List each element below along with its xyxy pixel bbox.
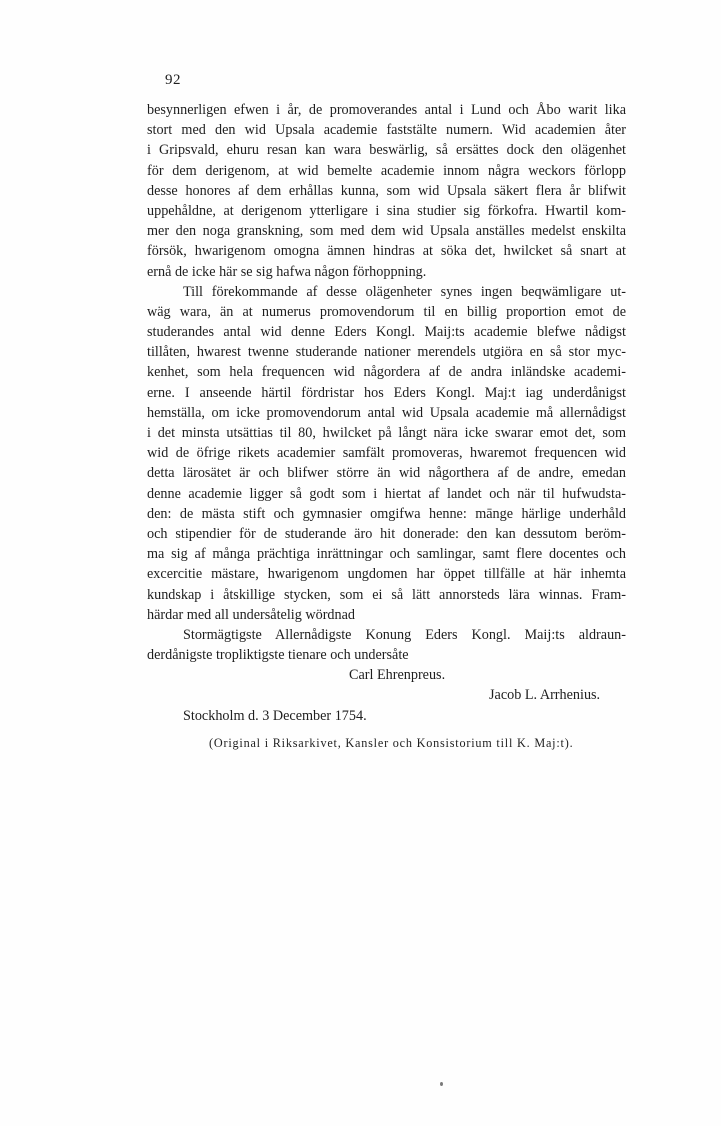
signature-ehrenpreus: Carl Ehrenpreus. <box>349 667 446 684</box>
text-line: för dem derigenom, at wid bemelte academie innom några weckors förlopp <box>147 162 626 179</box>
text-line: detta lärosätet är och blifwer större än wid någorthera af de andre, emedan <box>147 465 626 482</box>
page-number: 92 <box>165 72 181 88</box>
text-line: wid de öfrige rikets academier samfält promoveras, hwaremot frequencen wid <box>147 445 626 462</box>
text-line: ma sig af många prächtiga inrättningar och samlingar, samt flere docentes och <box>147 546 626 563</box>
text-line: studerandes antal wid denne Eders Kongl. Maij:ts academie blefwe nådigst <box>147 324 626 341</box>
source-note: (Original i Riksarkivet, Kansler och Konsistorium till K. Maj:t). <box>209 736 574 750</box>
text-line: kundskap i åtskillige stycken, som ei så lätt annorsteds lära winnas. Fram- <box>147 586 626 603</box>
text-line: mer den noga granskning, som med dem wid Upsala anställes medelst enskilta <box>147 223 626 240</box>
text-line: kenhet, som hela frequencen wid någordera af de andra inländske academi- <box>147 364 626 381</box>
closing-salutation-line: derdånigste tropliktigste tienare och undersåte <box>147 647 409 664</box>
paragraph-end-line: härdar med all undersåtelig wördnad <box>147 606 356 623</box>
text-line: tillåten, hwarest twenne studerande nationer merendels utgiöra en så stor myc- <box>147 344 626 361</box>
text-line: erne. I anseende härtil fördristar hos Eders Kongl. Maj:t iag underdånigst <box>147 384 626 401</box>
text-line: den: de mästa stift och gymnasier omgifwa henne: mānge härlige underhåld <box>147 505 626 522</box>
closing-salutation-line: Stormägtigste Allernådigste Konung Eders Kongl. Maij:ts aldraun- <box>183 626 626 643</box>
signature-arrhenius: Jacob L. Arrhenius. <box>489 687 601 704</box>
text-line: i Gripsvald, ehuru resan kan wara beswärlig, så ersättes dock den olägenhet <box>147 142 626 159</box>
text-line: wäg wara, än at numerus promovendorum til en billig proportion emot de <box>147 303 626 320</box>
text-line: i det minsta utsättias til 80, hwilcket på långt nära icke swarar emot det, som <box>147 425 626 441</box>
body-text <box>147 100 626 726</box>
text-line: hemställa, om icke promovendorum antal wid Upsala academie må allernådigst <box>147 404 626 421</box>
text-line: försök, hwarigenom omogna ämnen hindras at söka det, hwilcket så snart at <box>147 243 626 260</box>
paper-speck <box>440 1082 443 1086</box>
paragraph-end-line: ernå de icke här se sig hafwa någon förhoppning. <box>147 263 427 280</box>
place-date-line: Stockholm d. 3 December 1754. <box>183 707 367 724</box>
text-line: uppehåldne, at derigenom ytterligare i sina studier sig förkofra. Hwartil kom- <box>147 202 626 219</box>
text-line: besynnerligen efwen i år, de promoverandes antal i Lund och Åbo warit lika <box>147 102 626 118</box>
text-line: denne academie ligger så godt som i hiertat af landet och när til hufwudsta- <box>147 485 626 502</box>
paragraph-start-line: Till förekommande af desse olägenheter synes ingen beqwämligare ut- <box>183 283 626 300</box>
text-line: desse honores af dem erhållas kunna, som wid Upsala säkert flera år blifwit <box>147 182 626 199</box>
text-line: stort med den wid Upsala academie faststälte numern. Wid academien åter <box>147 122 626 139</box>
text-line: och stipendier för de studerande äro hit donerade: den kan dessutom beröm- <box>147 525 626 542</box>
text-line: excercitie mästare, hwarigenom ungdomen har öppet tillfälle at här inhemta <box>147 566 626 583</box>
